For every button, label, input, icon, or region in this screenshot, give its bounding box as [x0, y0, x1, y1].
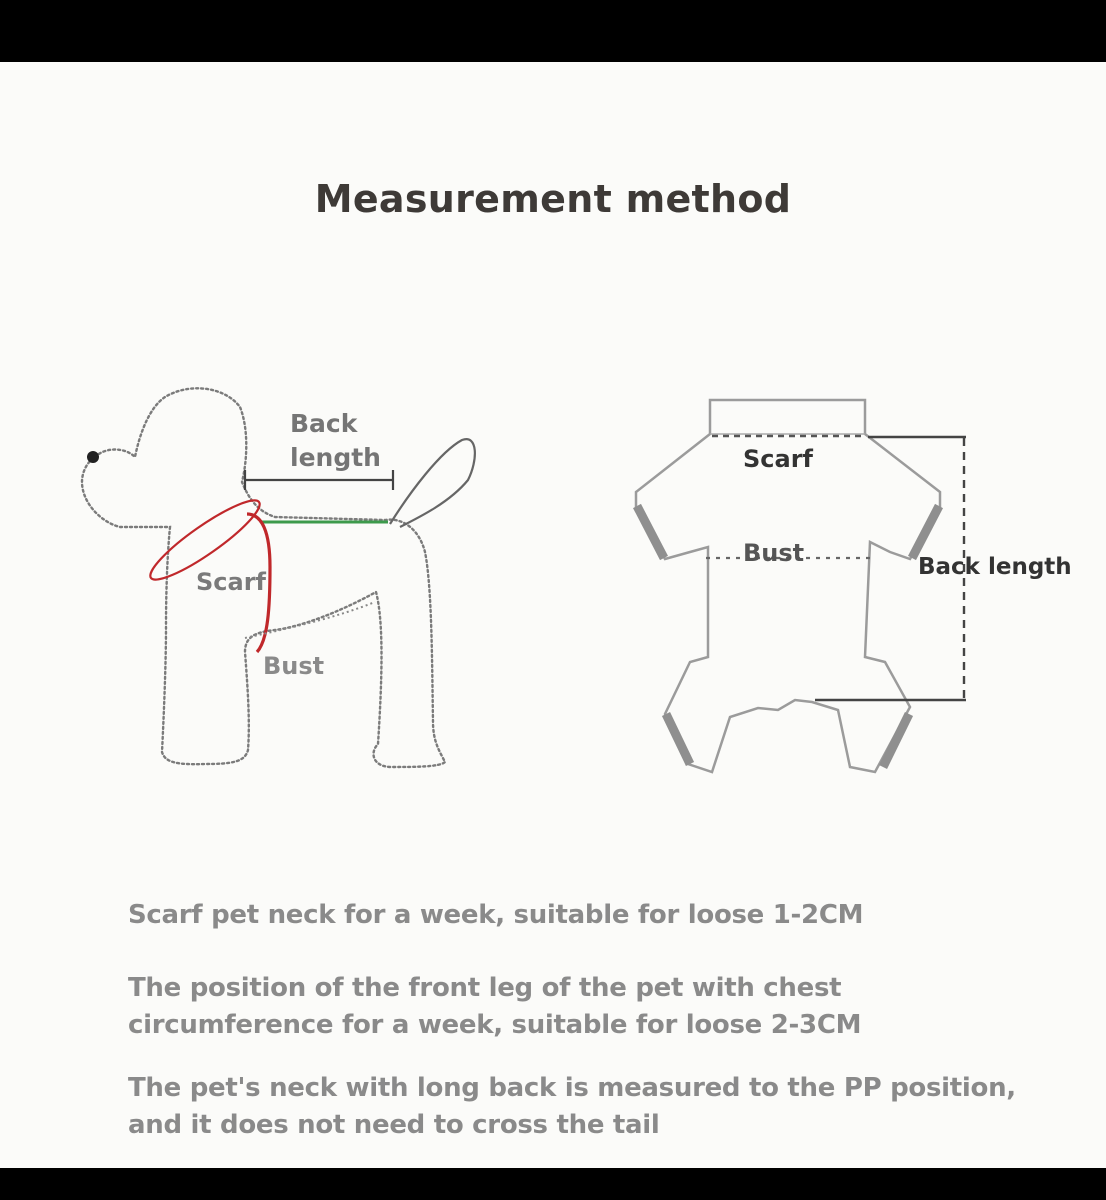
right-leg-cuff: [883, 714, 909, 767]
page-title: Measurement method: [314, 177, 792, 221]
dog-back-length-label-1: Back: [290, 409, 358, 438]
left-leg-cuff: [666, 714, 690, 764]
dog-diagram: [82, 388, 475, 767]
garment-scarf-label: Scarf: [743, 445, 813, 473]
dog-back-length-label-2: length: [290, 443, 381, 472]
garment-back-length-label: Back length: [918, 554, 1072, 580]
dog-scarf-label: Scarf: [196, 568, 266, 596]
garment-bust-label: Bust: [743, 539, 805, 567]
garment-diagram: [636, 400, 1072, 772]
diagram-canvas: [0, 62, 1106, 1168]
dog-tail: [390, 439, 475, 527]
left-sleeve-cuff: [637, 506, 664, 558]
dog-bust-label: Bust: [263, 652, 325, 680]
right-sleeve-cuff: [912, 506, 939, 558]
note-back-length: The pet's neck with long back is measured to the PP position, and it does not need to cross the tail: [128, 1073, 1016, 1140]
back-length-marker: [245, 470, 393, 490]
dog-nose: [87, 451, 99, 463]
note-bust: The position of the front leg of the pet with chest circumference for a week, suitable for loose 2-3CM: [128, 973, 862, 1040]
note-scarf: Scarf pet neck for a week, suitable for loose 1-2CM: [128, 900, 864, 930]
